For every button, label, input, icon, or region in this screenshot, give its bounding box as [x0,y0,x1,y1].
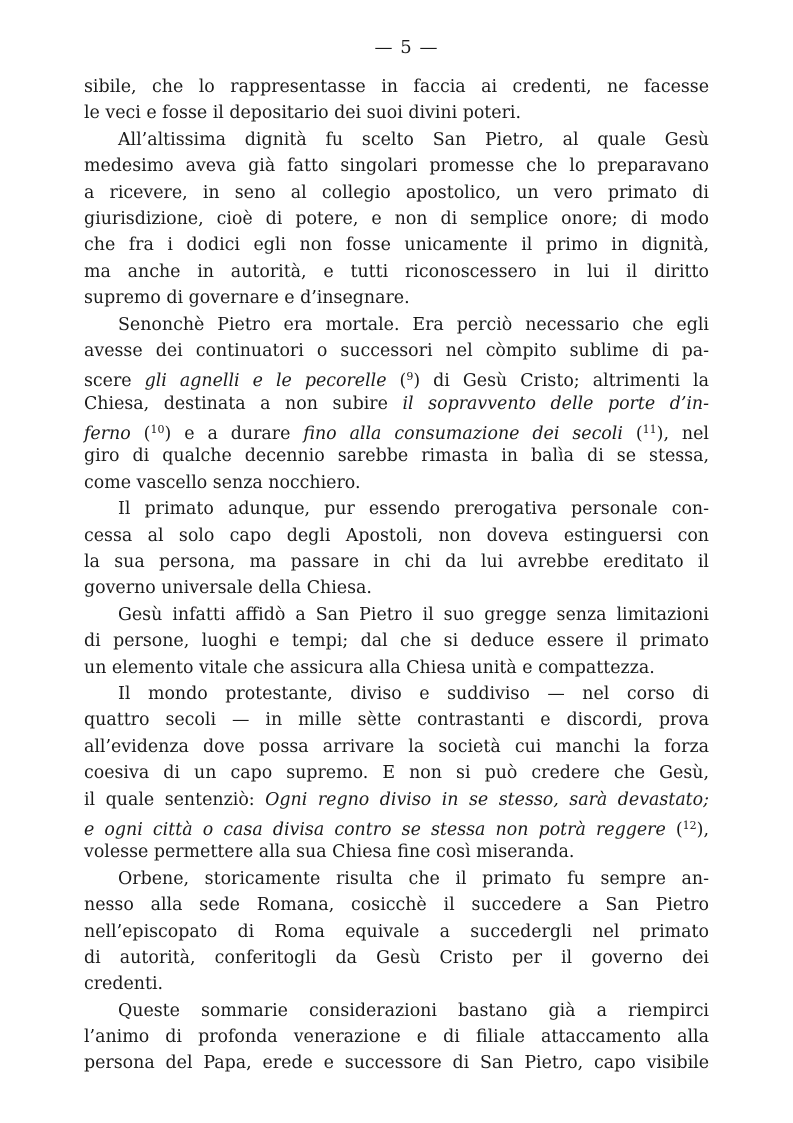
text-segment: cessa al solo capo degli Apostoli, non doveva estinguersi con [84,525,709,546]
text-line [84,628,709,654]
text-line [84,232,709,258]
text-line [84,655,709,681]
text-line [84,813,709,839]
text-segment: ) e a durare [164,424,304,445]
text-segment: Senonchè Pietro era mortale. Era perciò necessario che egli [118,314,709,335]
body-text [84,74,709,1077]
text-segment: sibile, che lo rappresentasse in faccia ai credenti, ne facesse [84,77,709,97]
text-segment: governo universale della Chiesa. [84,578,372,599]
text-line [84,575,709,601]
text-segment: avesse dei continuatori o successori nel còmpito sublime di pa- [84,340,709,361]
text-line [84,364,709,390]
text-segment: ( [386,371,407,392]
footnote-ref: 10 [150,423,165,437]
text-segment: giurisdizione, cioè di potere, e non di semplice onore; di modo [84,208,709,229]
text-segment: Il mondo protestante, diviso e suddiviso — nel corso di [118,683,709,704]
text-line [84,338,709,364]
text-segment: Gesù infatti affidò a San Pietro il suo gregge senza limitazioni [118,604,709,625]
italic-text: ferno [84,424,131,445]
text-segment: Il primato adunque, pur essendo prerogativa personale con- [118,499,709,520]
text-line [84,153,709,179]
text-segment: ) di Gesù Cristo; altrimenti la [413,371,709,392]
text-segment: che fra i dodici egli non fosse unicamente il primo in dignità, [84,235,709,256]
text-segment: ( [622,424,643,445]
text-line [84,470,709,496]
text-segment: l’animo di profonda venerazione e di filiale attaccamento alla [84,1027,709,1048]
text-line [84,998,709,1024]
text-segment: quattro secoli — in mille sètte contrastanti e discordi, prova [84,710,709,731]
text-line [84,100,709,126]
text-segment: All’altissima dignità fu scelto San Pietro, al quale Gesù [118,129,709,150]
text-line [84,734,709,760]
text-segment: all’evidenza dove possa arrivare la società cui manchi la forza [84,736,709,757]
text-segment: a ricevere, in seno al collegio apostolico, un vero primato di [84,182,709,203]
text-segment: persona del Papa, erede e successore di San Pietro, capo visibile [84,1053,709,1074]
page-number: — 5 — [374,37,439,58]
text-line [84,496,709,522]
text-segment: nesso alla sede Romana, cosicchè il succedere a San Pietro [84,895,709,916]
text-line [84,787,709,813]
text-segment: supremo di governare e d’insegnare. [84,288,410,309]
text-line [84,707,709,733]
text-segment: ), nel [656,424,709,445]
text-segment: ma anche in autorità, e tutti riconoscessero in lui il diritto [84,261,709,282]
text-segment: ), [696,819,709,840]
text-line [84,945,709,971]
italic-text: fino alla consumazione dei secoli [303,424,623,445]
text-line [84,127,709,153]
text-segment: come vascello senza nocchiero. [84,472,361,493]
text-line [84,602,709,628]
text-line [84,285,709,311]
text-line [84,443,709,469]
text-segment: coesiva di un capo supremo. E non si può credere che Gesù, [84,763,709,784]
text-line [84,180,709,206]
italic-text: gli agnelli e le pecorelle [144,371,387,392]
text-line [84,681,709,707]
italic-text: il sopravvento delle porte d’in- [402,393,709,414]
italic-text: Ogni regno diviso in se stesso, sarà devastato; [265,789,710,810]
text-segment: credenti. [84,974,164,995]
text-segment: Chiesa, destinata a non subire [84,393,403,414]
text-line [84,1024,709,1050]
text-line [84,74,709,100]
text-segment: scere [84,371,145,392]
text-line [84,919,709,945]
text-line [84,549,709,575]
text-line [84,892,709,918]
text-line [84,971,709,997]
text-segment: le veci e fosse il depositario dei suoi divini poteri. [84,103,521,124]
text-line [84,523,709,549]
text-segment: di autorità, conferitogli da Gesù Cristo per il governo dei [84,947,709,968]
text-line [84,312,709,338]
footnote-ref: 11 [642,423,657,437]
text-line [84,760,709,786]
text-segment: un elemento vitale che assicura alla Chiesa unità e compattezza. [84,657,655,678]
text-line [84,866,709,892]
text-segment: Queste sommarie considerazioni bastano già a riempirci [118,1000,709,1021]
text-line [84,206,709,232]
text-line [84,1050,709,1076]
text-segment: il quale sentenziò: [84,789,266,810]
text-segment: la sua persona, ma passare in chi da lui avrebbe ereditato il [84,552,709,573]
text-segment: nell’episcopato di Roma equivale a succedergli nel primato [84,921,709,942]
text-segment: ( [665,819,683,840]
text-line [84,839,709,865]
italic-text: e ogni città o casa divisa contro se stessa non potrà reggere [84,819,666,840]
text-segment: di persone, luoghi e tempi; dal che si deduce essere il primato [84,631,709,652]
text-segment: volesse permettere alla sua Chiesa fine così miseranda. [84,842,575,863]
footnote-ref: 12 [682,818,697,832]
text-line [84,259,709,285]
footnote-ref: 9 [406,370,414,384]
text-line [84,417,709,443]
text-segment: ( [130,424,151,445]
text-segment: medesimo aveva già fatto singolari promesse che lo preparavano [84,156,709,177]
text-segment: giro di qualche decennio sarebbe rimasta in balìa di se stessa, [84,446,709,467]
text-segment: Orbene, storicamente risulta che il primato fu sempre an- [118,868,709,889]
text-line [84,391,709,417]
